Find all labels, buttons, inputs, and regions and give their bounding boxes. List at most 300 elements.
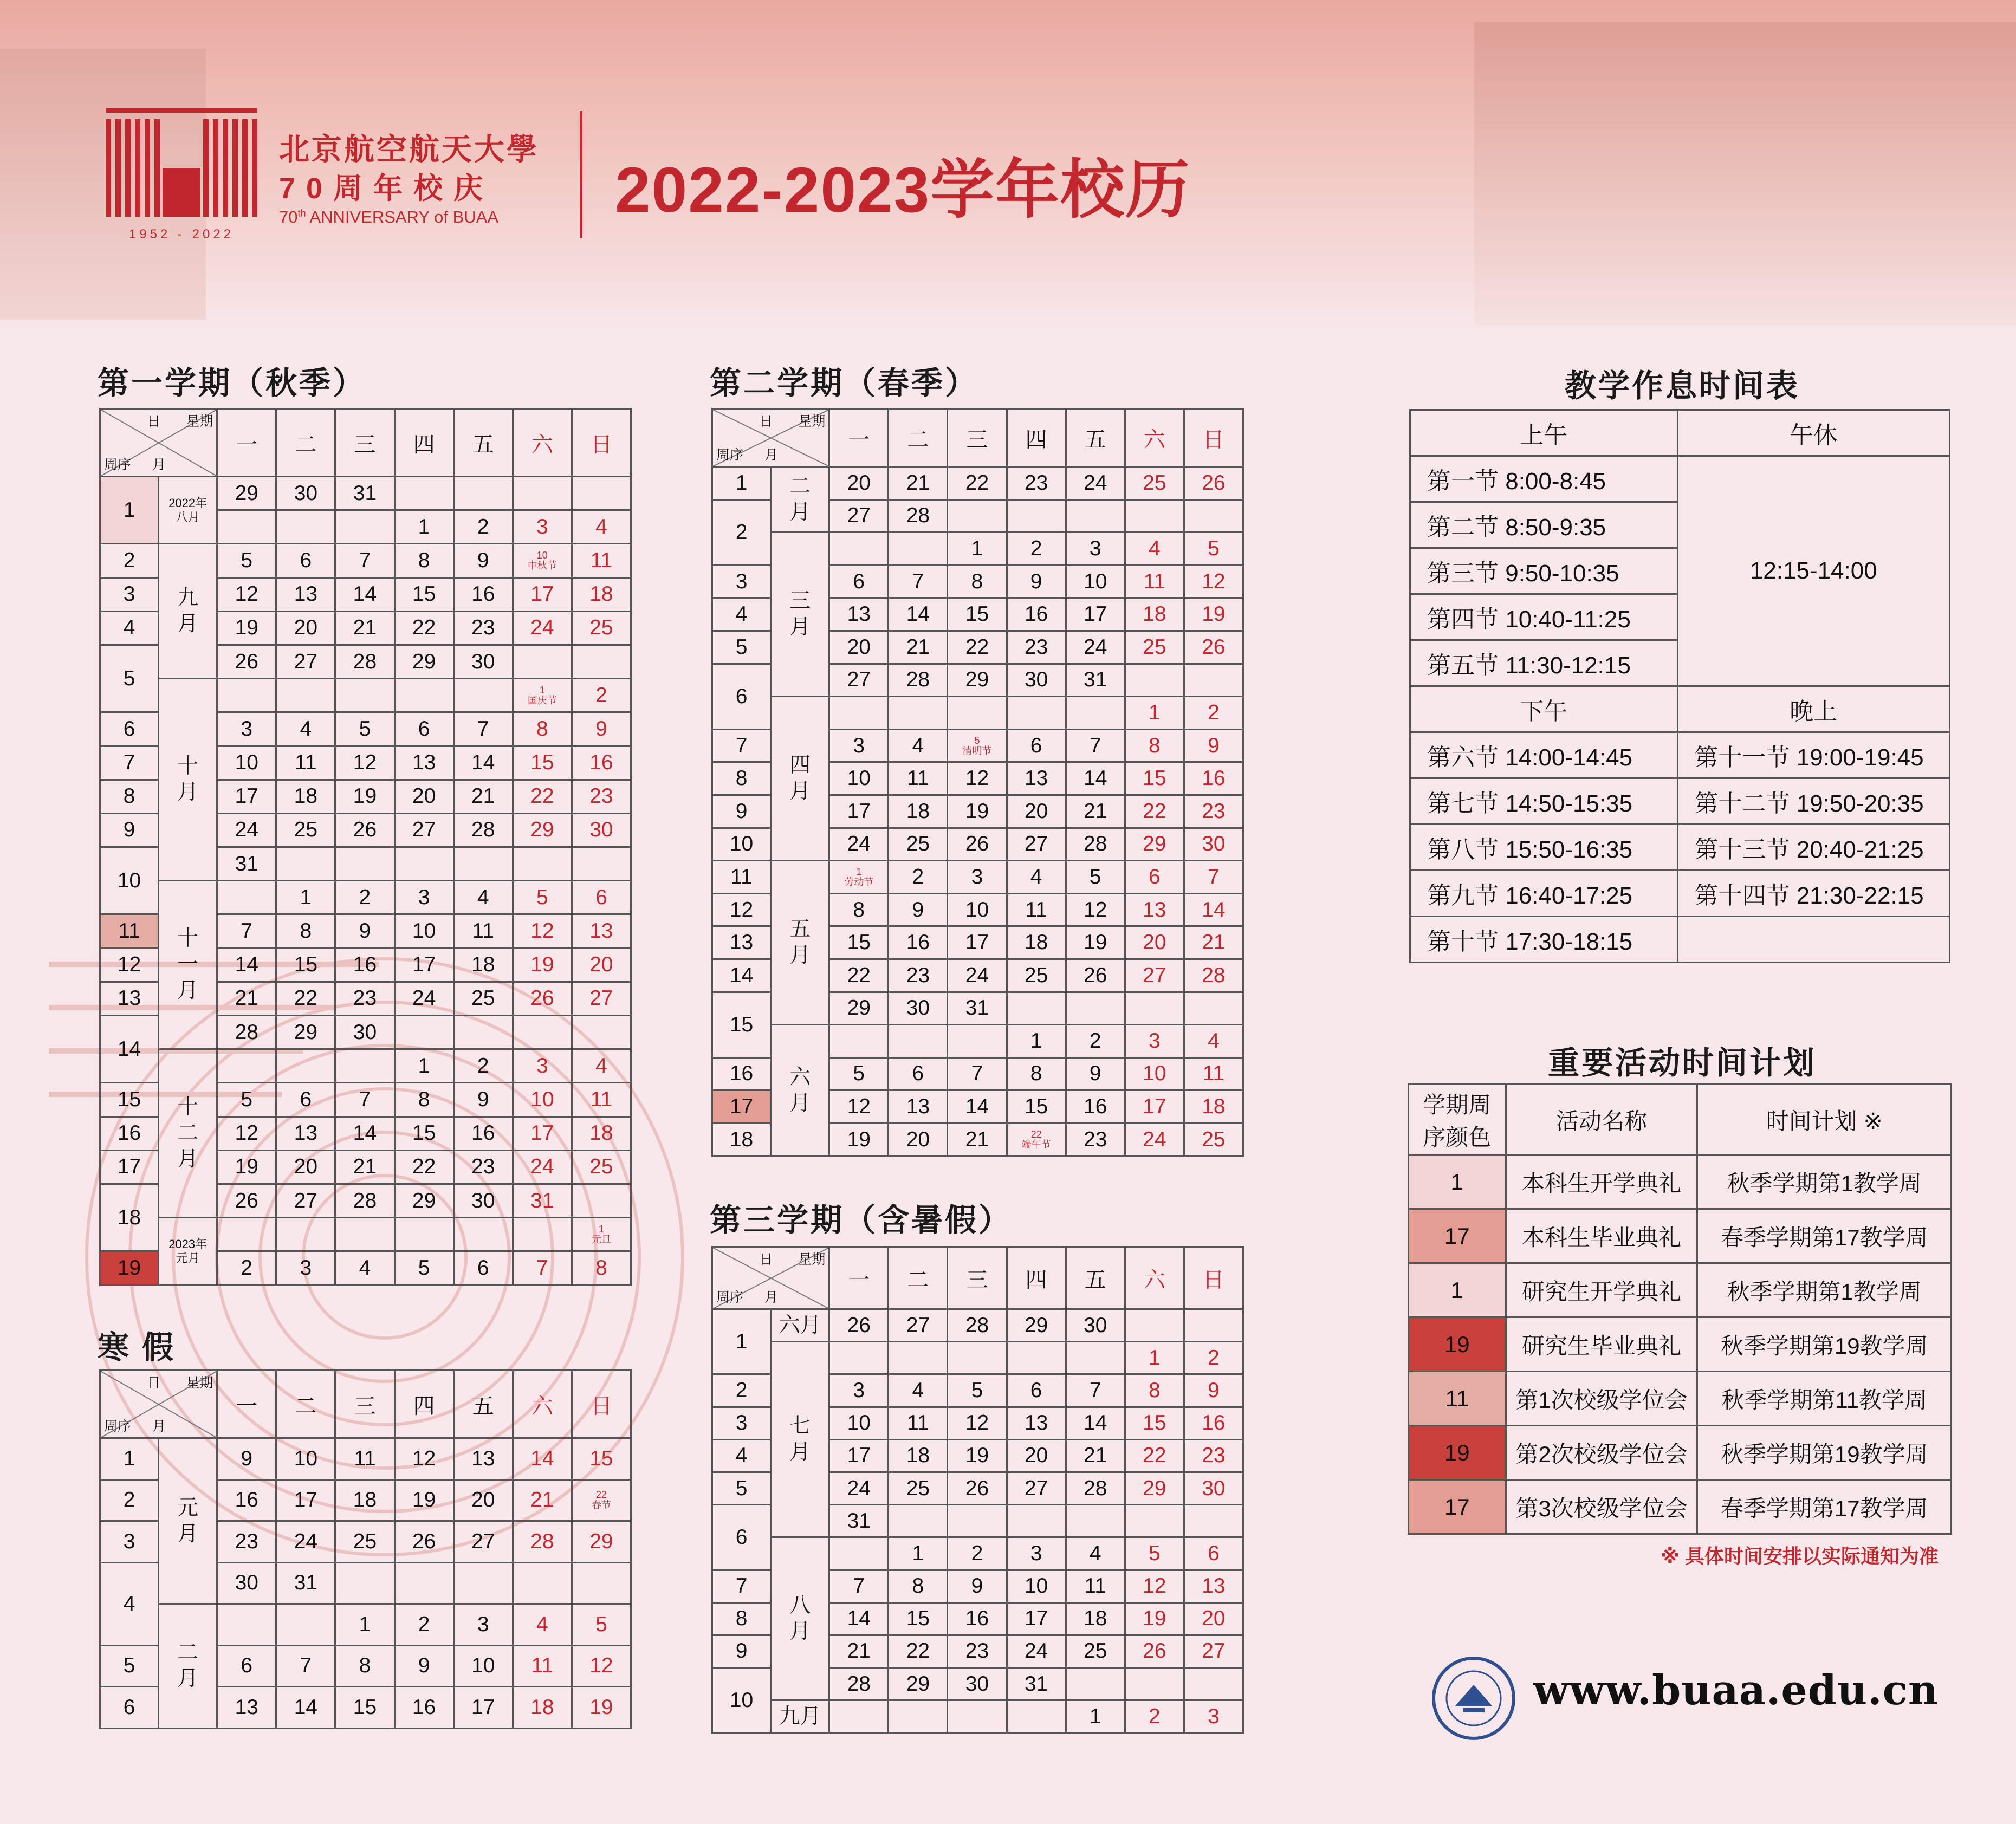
day-cell: 17 xyxy=(829,795,889,828)
day-cell: 5 xyxy=(1125,1537,1184,1570)
day-cell: 8 xyxy=(889,1570,948,1602)
day-cell: 26 xyxy=(948,828,1007,861)
week-number: 7 xyxy=(100,746,159,780)
day-cell: 28 xyxy=(335,1184,394,1217)
weekday-header: 一 xyxy=(829,1247,889,1309)
day-cell: 23 xyxy=(1184,795,1243,828)
day-cell: 28 xyxy=(1066,1472,1125,1504)
day-cell: 20 xyxy=(276,1150,335,1184)
day-cell: 21 xyxy=(453,780,513,813)
day-cell: 12 xyxy=(217,1117,276,1150)
day-cell: 7 xyxy=(1066,1374,1125,1407)
day-cell: 10 xyxy=(217,746,276,780)
day-cell: 2 xyxy=(394,1604,453,1646)
day-cell: 3 xyxy=(276,1251,335,1285)
day-cell: 20 xyxy=(1007,1439,1066,1472)
day-cell: 1 xyxy=(1125,697,1184,730)
day-cell: 6 xyxy=(1184,1537,1243,1570)
day-cell: 8 xyxy=(1125,1374,1184,1407)
page-title: 2022-2023学年校历 xyxy=(615,154,1191,226)
day-cell: 6 xyxy=(1007,729,1066,762)
day-cell: 22 xyxy=(513,780,572,813)
day-cell: 19 xyxy=(1066,926,1125,959)
day-cell: 27 xyxy=(889,1309,948,1342)
day-cell: 29 xyxy=(889,1668,948,1700)
weekday-header: 日 xyxy=(1184,409,1243,467)
activity-row xyxy=(1409,1155,1952,1209)
week-number: 16 xyxy=(100,1117,159,1150)
day-cell: 31 xyxy=(1007,1668,1066,1700)
day-cell: 12 xyxy=(513,914,572,948)
day-cell: 8 xyxy=(829,893,889,926)
day-cell xyxy=(572,1016,631,1049)
day-cell: 28 xyxy=(513,1521,572,1563)
day-cell: 14 xyxy=(335,577,394,611)
day-cell: 9 xyxy=(394,1645,453,1687)
day-cell: 26 xyxy=(1184,467,1243,500)
day-cell xyxy=(453,477,513,510)
activities-title: 重要活动时间计划 xyxy=(1547,1046,1817,1081)
week-number: 14 xyxy=(712,959,771,992)
week-number: 12 xyxy=(712,893,771,926)
day-cell: 11 xyxy=(453,914,513,948)
day-cell: 24 xyxy=(1066,631,1125,664)
day-cell: 15 xyxy=(276,948,335,982)
winter-calendar xyxy=(99,1369,632,1729)
weekday-header: 六 xyxy=(513,409,572,477)
day-cell: 26 xyxy=(948,1472,1007,1504)
activity-name: 本科生毕业典礼 xyxy=(1506,1209,1697,1263)
day-cell xyxy=(889,533,948,566)
timetable-title: 教学作息时间表 xyxy=(1564,368,1800,404)
timetable-period: 第十一节 19:00-19:45 xyxy=(1677,732,1949,778)
week-number: 3 xyxy=(100,1521,159,1563)
calendar-row xyxy=(712,1309,1243,1342)
day-cell: 12 xyxy=(948,1407,1007,1439)
calendar-row xyxy=(100,1218,631,1251)
day-cell: 7 xyxy=(453,712,513,746)
day-cell: 22 端午节 xyxy=(1007,1123,1066,1156)
week-number: 2 xyxy=(100,1479,159,1521)
week-number: 6 xyxy=(712,1505,771,1570)
day-cell: 8 xyxy=(1007,1057,1066,1090)
day-cell xyxy=(513,1016,572,1049)
day-cell: 29 xyxy=(829,992,889,1025)
day-cell xyxy=(948,1342,1007,1374)
weekday-header: 四 xyxy=(394,1371,453,1438)
day-cell: 25 xyxy=(572,1150,631,1184)
timetable-period: 第五节 11:30-12:15 xyxy=(1410,640,1678,686)
day-cell: 13 xyxy=(829,598,889,631)
day-cell: 27 xyxy=(829,664,889,697)
weekday-header: 日 xyxy=(1184,1247,1243,1309)
day-cell xyxy=(1007,992,1066,1025)
day-cell xyxy=(217,1218,276,1251)
day-cell: 1 元旦 xyxy=(572,1218,631,1251)
day-cell: 10 xyxy=(394,914,453,948)
day-cell: 29 xyxy=(276,1016,335,1049)
weekday-header: 日 xyxy=(572,1371,631,1438)
calendar-row xyxy=(712,1537,1243,1570)
term1-title: 第一学期（秋季） xyxy=(98,366,367,401)
day-cell: 11 xyxy=(1125,565,1184,598)
day-cell: 16 xyxy=(1007,598,1066,631)
week-number: 9 xyxy=(712,1635,771,1667)
website-link[interactable]: www.buaa.edu.cn xyxy=(1533,1666,1939,1714)
day-cell: 5 清明节 xyxy=(948,729,1007,762)
day-cell: 31 xyxy=(276,1562,335,1604)
day-cell: 23 xyxy=(453,611,513,645)
week-number: 11 xyxy=(712,861,771,894)
day-cell: 15 xyxy=(513,746,572,780)
activity-name: 第2次校级学位会 xyxy=(1506,1426,1697,1480)
day-cell: 8 xyxy=(394,544,453,577)
day-cell xyxy=(513,645,572,678)
day-cell: 8 xyxy=(335,1645,394,1687)
day-cell: 25 xyxy=(1007,959,1066,992)
day-cell: 8 xyxy=(572,1251,631,1285)
day-cell: 23 xyxy=(572,780,631,813)
day-cell xyxy=(453,847,513,881)
day-cell: 20 xyxy=(276,611,335,645)
activity-name: 第3次校级学位会 xyxy=(1506,1480,1697,1534)
activity-name: 本科生开学典礼 xyxy=(1506,1155,1697,1209)
day-cell: 1 xyxy=(394,510,453,544)
day-cell: 13 xyxy=(276,577,335,611)
day-cell xyxy=(513,1218,572,1251)
calendar-corner-header: 周序 月 日 星期 xyxy=(100,1371,217,1438)
day-cell: 23 xyxy=(948,1635,1007,1667)
day-cell xyxy=(829,1537,889,1570)
day-cell: 23 xyxy=(1007,467,1066,500)
day-cell: 29 xyxy=(1125,1472,1184,1504)
day-cell: 5 xyxy=(217,544,276,577)
day-cell: 18 xyxy=(276,780,335,813)
activity-name: 研究生毕业典礼 xyxy=(1506,1317,1697,1372)
day-cell: 29 xyxy=(948,664,1007,697)
day-cell: 8 xyxy=(1125,729,1184,762)
day-cell: 20 xyxy=(1125,926,1184,959)
day-cell: 12 xyxy=(217,577,276,611)
day-cell xyxy=(889,697,948,730)
month-label: 十 一 月 xyxy=(159,881,217,1049)
day-cell: 30 xyxy=(276,477,335,510)
day-cell: 13 xyxy=(394,746,453,780)
day-cell: 15 xyxy=(829,926,889,959)
day-cell: 13 xyxy=(276,1117,335,1150)
day-cell: 16 xyxy=(453,577,513,611)
day-cell xyxy=(394,477,453,510)
day-cell: 3 xyxy=(829,1374,889,1407)
calendar-corner-header: 周序 月 日 星期 xyxy=(100,409,217,477)
day-cell: 24 xyxy=(513,1150,572,1184)
day-cell: 28 xyxy=(1184,959,1243,992)
day-cell: 29 xyxy=(1125,828,1184,861)
activity-row xyxy=(1409,1317,1952,1372)
day-cell: 14 xyxy=(829,1602,889,1635)
day-cell xyxy=(889,1505,948,1537)
day-cell xyxy=(829,1025,889,1058)
day-cell: 4 xyxy=(889,729,948,762)
activity-week-color: 17 xyxy=(1409,1209,1506,1263)
activity-time: 秋季学期第1教学周 xyxy=(1697,1263,1952,1317)
day-cell: 10 xyxy=(453,1645,513,1687)
day-cell xyxy=(1066,499,1125,533)
day-cell: 11 xyxy=(1066,1570,1125,1602)
weekday-header: 三 xyxy=(948,409,1007,467)
day-cell: 2 xyxy=(1125,1700,1184,1733)
weekday-header: 二 xyxy=(889,409,948,467)
day-cell: 15 xyxy=(394,1117,453,1150)
day-cell: 8 xyxy=(948,565,1007,598)
day-cell: 7 xyxy=(335,1083,394,1117)
day-cell: 6 xyxy=(276,544,335,577)
day-cell: 4 xyxy=(572,510,631,544)
day-cell xyxy=(453,1218,513,1251)
day-cell xyxy=(394,679,453,712)
day-cell xyxy=(335,1049,394,1083)
day-cell: 21 xyxy=(1184,926,1243,959)
day-cell: 6 xyxy=(276,1083,335,1117)
month-label: 二 月 xyxy=(159,1604,217,1729)
day-cell xyxy=(394,847,453,881)
day-cell: 10 xyxy=(1066,565,1125,598)
day-cell: 27 xyxy=(1007,1472,1066,1504)
day-cell: 11 xyxy=(1184,1057,1243,1090)
day-cell: 10 xyxy=(1007,1570,1066,1602)
day-cell: 15 xyxy=(335,1687,394,1729)
activity-row xyxy=(1409,1209,1952,1263)
month-label: 八 月 xyxy=(771,1537,829,1700)
week-number: 3 xyxy=(712,565,771,598)
day-cell: 12 xyxy=(1066,893,1125,926)
day-cell xyxy=(276,1218,335,1251)
day-cell: 4 xyxy=(889,1374,948,1407)
term2-title: 第二学期（春季） xyxy=(710,366,979,401)
day-cell: 9 xyxy=(453,544,513,577)
day-cell: 30 xyxy=(1184,1472,1243,1504)
calendar-row xyxy=(712,861,1243,894)
day-cell: 25 xyxy=(276,813,335,847)
day-cell: 24 xyxy=(829,828,889,861)
day-cell: 9 xyxy=(948,1570,1007,1602)
day-cell: 13 xyxy=(1007,762,1066,795)
day-cell: 25 xyxy=(889,1472,948,1504)
day-cell xyxy=(217,1049,276,1083)
week-number: 8 xyxy=(712,762,771,795)
day-cell: 2 xyxy=(948,1537,1007,1570)
day-cell: 12 xyxy=(335,746,394,780)
day-cell: 31 xyxy=(1066,664,1125,697)
day-cell: 21 xyxy=(217,982,276,1015)
day-cell: 5 xyxy=(1184,533,1243,566)
day-cell: 17 xyxy=(394,948,453,982)
week-number: 5 xyxy=(100,1645,159,1687)
day-cell xyxy=(335,510,394,544)
calendar-row xyxy=(100,477,631,510)
day-cell: 30 xyxy=(572,813,631,847)
day-cell: 13 xyxy=(572,914,631,948)
day-cell: 22 xyxy=(394,1150,453,1184)
day-cell: 17 xyxy=(217,780,276,813)
weekday-header: 二 xyxy=(889,1247,948,1309)
day-cell xyxy=(453,679,513,712)
day-cell xyxy=(335,847,394,881)
day-cell: 10 xyxy=(829,762,889,795)
day-cell: 7 xyxy=(335,544,394,577)
day-cell xyxy=(1184,499,1243,533)
activity-row xyxy=(1409,1263,1952,1317)
day-cell xyxy=(572,1562,631,1604)
day-cell: 25 xyxy=(453,982,513,1015)
day-cell: 5 xyxy=(829,1057,889,1090)
day-cell xyxy=(572,477,631,510)
day-cell: 3 xyxy=(948,861,1007,894)
day-cell: 17 xyxy=(453,1687,513,1729)
day-cell: 26 xyxy=(513,982,572,1015)
day-cell: 16 xyxy=(335,948,394,982)
day-cell: 18 xyxy=(1125,598,1184,631)
day-cell xyxy=(513,1562,572,1604)
week-number: 19 xyxy=(100,1251,159,1285)
day-cell xyxy=(1125,1668,1184,1700)
week-number: 13 xyxy=(100,982,159,1015)
weekday-header: 五 xyxy=(1066,409,1125,467)
day-cell xyxy=(394,1016,453,1049)
weekday-header: 五 xyxy=(1066,1247,1125,1309)
day-cell: 12 xyxy=(829,1090,889,1124)
day-cell: 11 xyxy=(513,1645,572,1687)
day-cell: 19 xyxy=(1125,1602,1184,1635)
activities-note: ※ 具体时间安排以实际通知为准 xyxy=(1661,1545,1939,1567)
day-cell: 22 xyxy=(1125,1439,1184,1472)
day-cell: 30 xyxy=(453,1184,513,1217)
day-cell xyxy=(513,847,572,881)
activities-header: 时间计划 ※ xyxy=(1697,1085,1952,1155)
day-cell: 18 xyxy=(1007,926,1066,959)
day-cell: 30 xyxy=(948,1668,1007,1700)
week-number: 1 xyxy=(712,467,771,500)
day-cell: 25 xyxy=(1125,467,1184,500)
day-cell: 18 xyxy=(453,948,513,982)
month-label: 十 二 月 xyxy=(159,1049,217,1218)
calendar-row xyxy=(712,1342,1243,1374)
calendar-row xyxy=(100,1049,631,1083)
day-cell: 3 xyxy=(513,1049,572,1083)
week-number: 1 xyxy=(100,1438,159,1480)
calendar-row xyxy=(712,533,1243,566)
day-cell: 30 xyxy=(217,1562,276,1604)
weekday-header: 三 xyxy=(335,409,394,477)
day-cell: 6 xyxy=(829,565,889,598)
day-cell: 19 xyxy=(1184,598,1243,631)
month-label: 三 月 xyxy=(771,533,829,697)
month-label: 六 月 xyxy=(771,1025,829,1156)
day-cell: 10 xyxy=(1125,1057,1184,1090)
winter-title: 寒 假 xyxy=(98,1330,176,1365)
day-cell: 7 xyxy=(889,565,948,598)
day-cell xyxy=(1125,1505,1184,1537)
day-cell xyxy=(276,679,335,712)
day-cell: 19 xyxy=(217,611,276,645)
day-cell: 19 xyxy=(829,1123,889,1156)
month-label: 六月 xyxy=(771,1309,829,1342)
day-cell: 6 xyxy=(1125,861,1184,894)
day-cell: 23 xyxy=(1066,1123,1125,1156)
day-cell: 24 xyxy=(513,611,572,645)
day-cell: 4 xyxy=(453,881,513,914)
day-cell: 12 xyxy=(1125,1570,1184,1602)
calendar-row xyxy=(712,1700,1243,1733)
anniversary-subtitle: 70th ANNIVERSARY of BUAA xyxy=(279,207,499,226)
day-cell: 22 xyxy=(948,467,1007,500)
day-cell: 2 xyxy=(453,1049,513,1083)
day-cell: 23 xyxy=(453,1150,513,1184)
week-number: 4 xyxy=(100,611,159,645)
day-cell: 13 xyxy=(1184,1570,1243,1602)
day-cell xyxy=(276,510,335,544)
day-cell: 18 xyxy=(889,1439,948,1472)
weekday-header: 日 xyxy=(572,409,631,477)
week-number: 6 xyxy=(100,1687,159,1729)
week-number: 5 xyxy=(712,631,771,664)
day-cell: 4 xyxy=(1066,1537,1125,1570)
timetable-period: 第一节 8:00-8:45 xyxy=(1410,456,1678,502)
timetable-period: 第二节 8:50-9:35 xyxy=(1410,502,1678,548)
day-cell: 26 xyxy=(217,645,276,678)
weekday-header: 五 xyxy=(453,1371,513,1438)
timetable-period: 第九节 16:40-17:25 xyxy=(1410,871,1678,917)
day-cell: 17 xyxy=(276,1479,335,1521)
day-cell: 4 xyxy=(335,1251,394,1285)
day-cell: 24 xyxy=(1007,1635,1066,1667)
week-number: 13 xyxy=(712,926,771,959)
day-cell: 26 xyxy=(1184,631,1243,664)
background-building-right xyxy=(1474,22,2016,325)
day-cell: 3 xyxy=(1007,1537,1066,1570)
month-label: 四 月 xyxy=(771,697,829,861)
day-cell: 23 xyxy=(335,982,394,1015)
week-number: 8 xyxy=(712,1602,771,1635)
day-cell: 26 xyxy=(1125,1635,1184,1667)
day-cell: 5 xyxy=(1066,861,1125,894)
weekday-header: 一 xyxy=(217,1371,276,1438)
day-cell: 1 xyxy=(889,1537,948,1570)
day-cell: 25 xyxy=(572,611,631,645)
anniversary-title: 70周年校庆 xyxy=(279,172,494,205)
day-cell xyxy=(948,1025,1007,1058)
day-cell: 17 xyxy=(948,926,1007,959)
day-cell xyxy=(1066,992,1125,1025)
day-cell: 26 xyxy=(217,1184,276,1217)
day-cell: 7 xyxy=(217,914,276,948)
timetable-period: 第三节 9:50-10:35 xyxy=(1410,548,1678,594)
activity-time: 秋季学期第19教学周 xyxy=(1697,1317,1952,1372)
day-cell: 3 xyxy=(453,1604,513,1646)
timetable-period xyxy=(1677,917,1949,963)
day-cell xyxy=(889,1342,948,1374)
day-cell xyxy=(453,1016,513,1049)
activity-week-color: 17 xyxy=(1409,1480,1506,1534)
day-cell xyxy=(1007,697,1066,730)
day-cell: 28 xyxy=(889,664,948,697)
calendar-row xyxy=(100,1604,631,1646)
day-cell: 7 xyxy=(1066,729,1125,762)
day-cell: 1 国庆节 xyxy=(513,679,572,712)
day-cell: 25 xyxy=(1184,1123,1243,1156)
day-cell: 19 xyxy=(217,1150,276,1184)
week-number: 5 xyxy=(712,1472,771,1504)
